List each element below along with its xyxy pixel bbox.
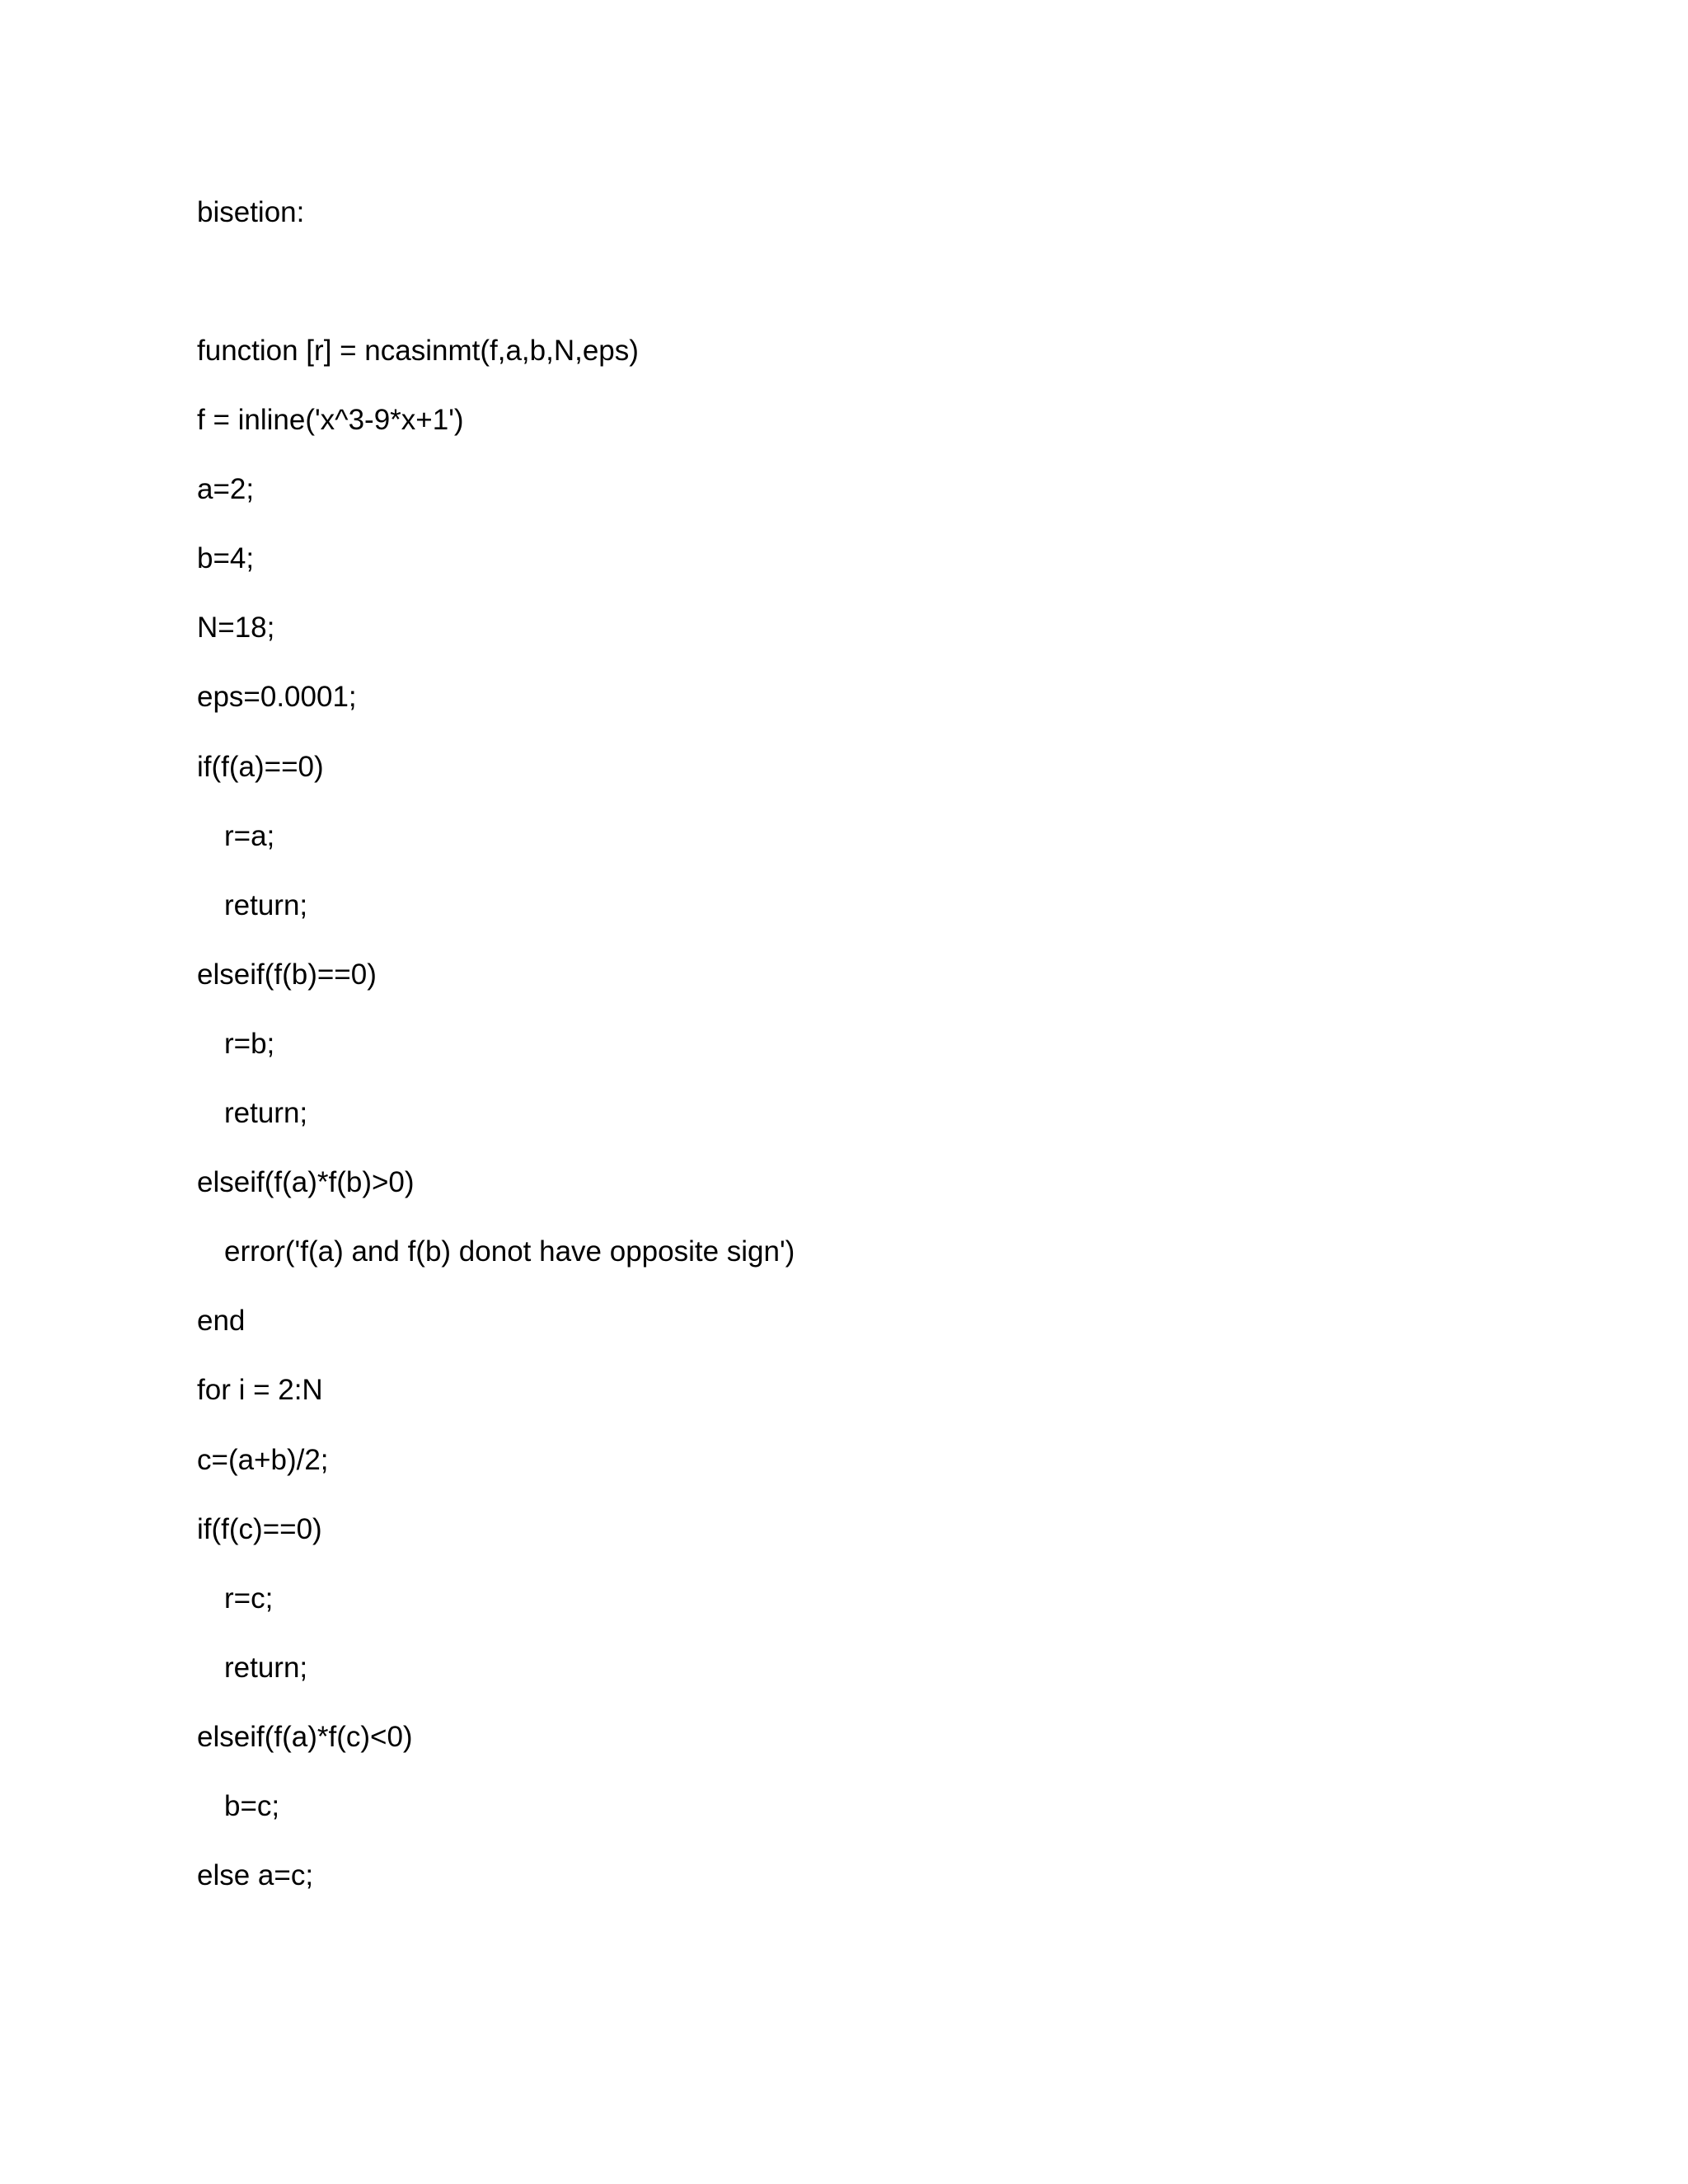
code-line: r=a; [224, 819, 275, 852]
code-line: function [r] = ncasinmt(f,a,b,N,eps) [197, 335, 639, 367]
code-line: else a=c; [197, 1859, 314, 1892]
code-line: elseif(f(a)*f(b)>0) [197, 1166, 415, 1199]
code-line: for i = 2:N [197, 1374, 323, 1407]
code-line: error('f(a) and f(b) donot have opposite sign') [224, 1235, 795, 1268]
code-line: r=c; [224, 1582, 274, 1615]
code-line: r=b; [224, 1027, 275, 1060]
code-line: N=18; [197, 612, 275, 644]
code-line: elseif(f(a)*f(c)<0) [197, 1720, 413, 1753]
section-heading: bisetion: [197, 196, 305, 228]
code-block [197, 333, 795, 1927]
code-line: a=2; [197, 473, 255, 506]
code-line: return; [224, 888, 308, 921]
code-line: c=(a+b)/2; [197, 1443, 329, 1476]
code-line: if(f(c)==0) [197, 1512, 322, 1545]
code-line: f = inline('x^3-9*x+1') [197, 404, 464, 437]
code-line: elseif(f(b)==0) [197, 958, 377, 991]
code-line: return; [224, 1097, 308, 1130]
code-line: eps=0.0001; [197, 681, 357, 714]
code-line: return; [224, 1651, 308, 1684]
code-line: b=c; [224, 1789, 280, 1822]
code-line: b=4; [197, 542, 255, 575]
code-line: if(f(a)==0) [197, 750, 324, 783]
code-line: end [197, 1305, 246, 1338]
